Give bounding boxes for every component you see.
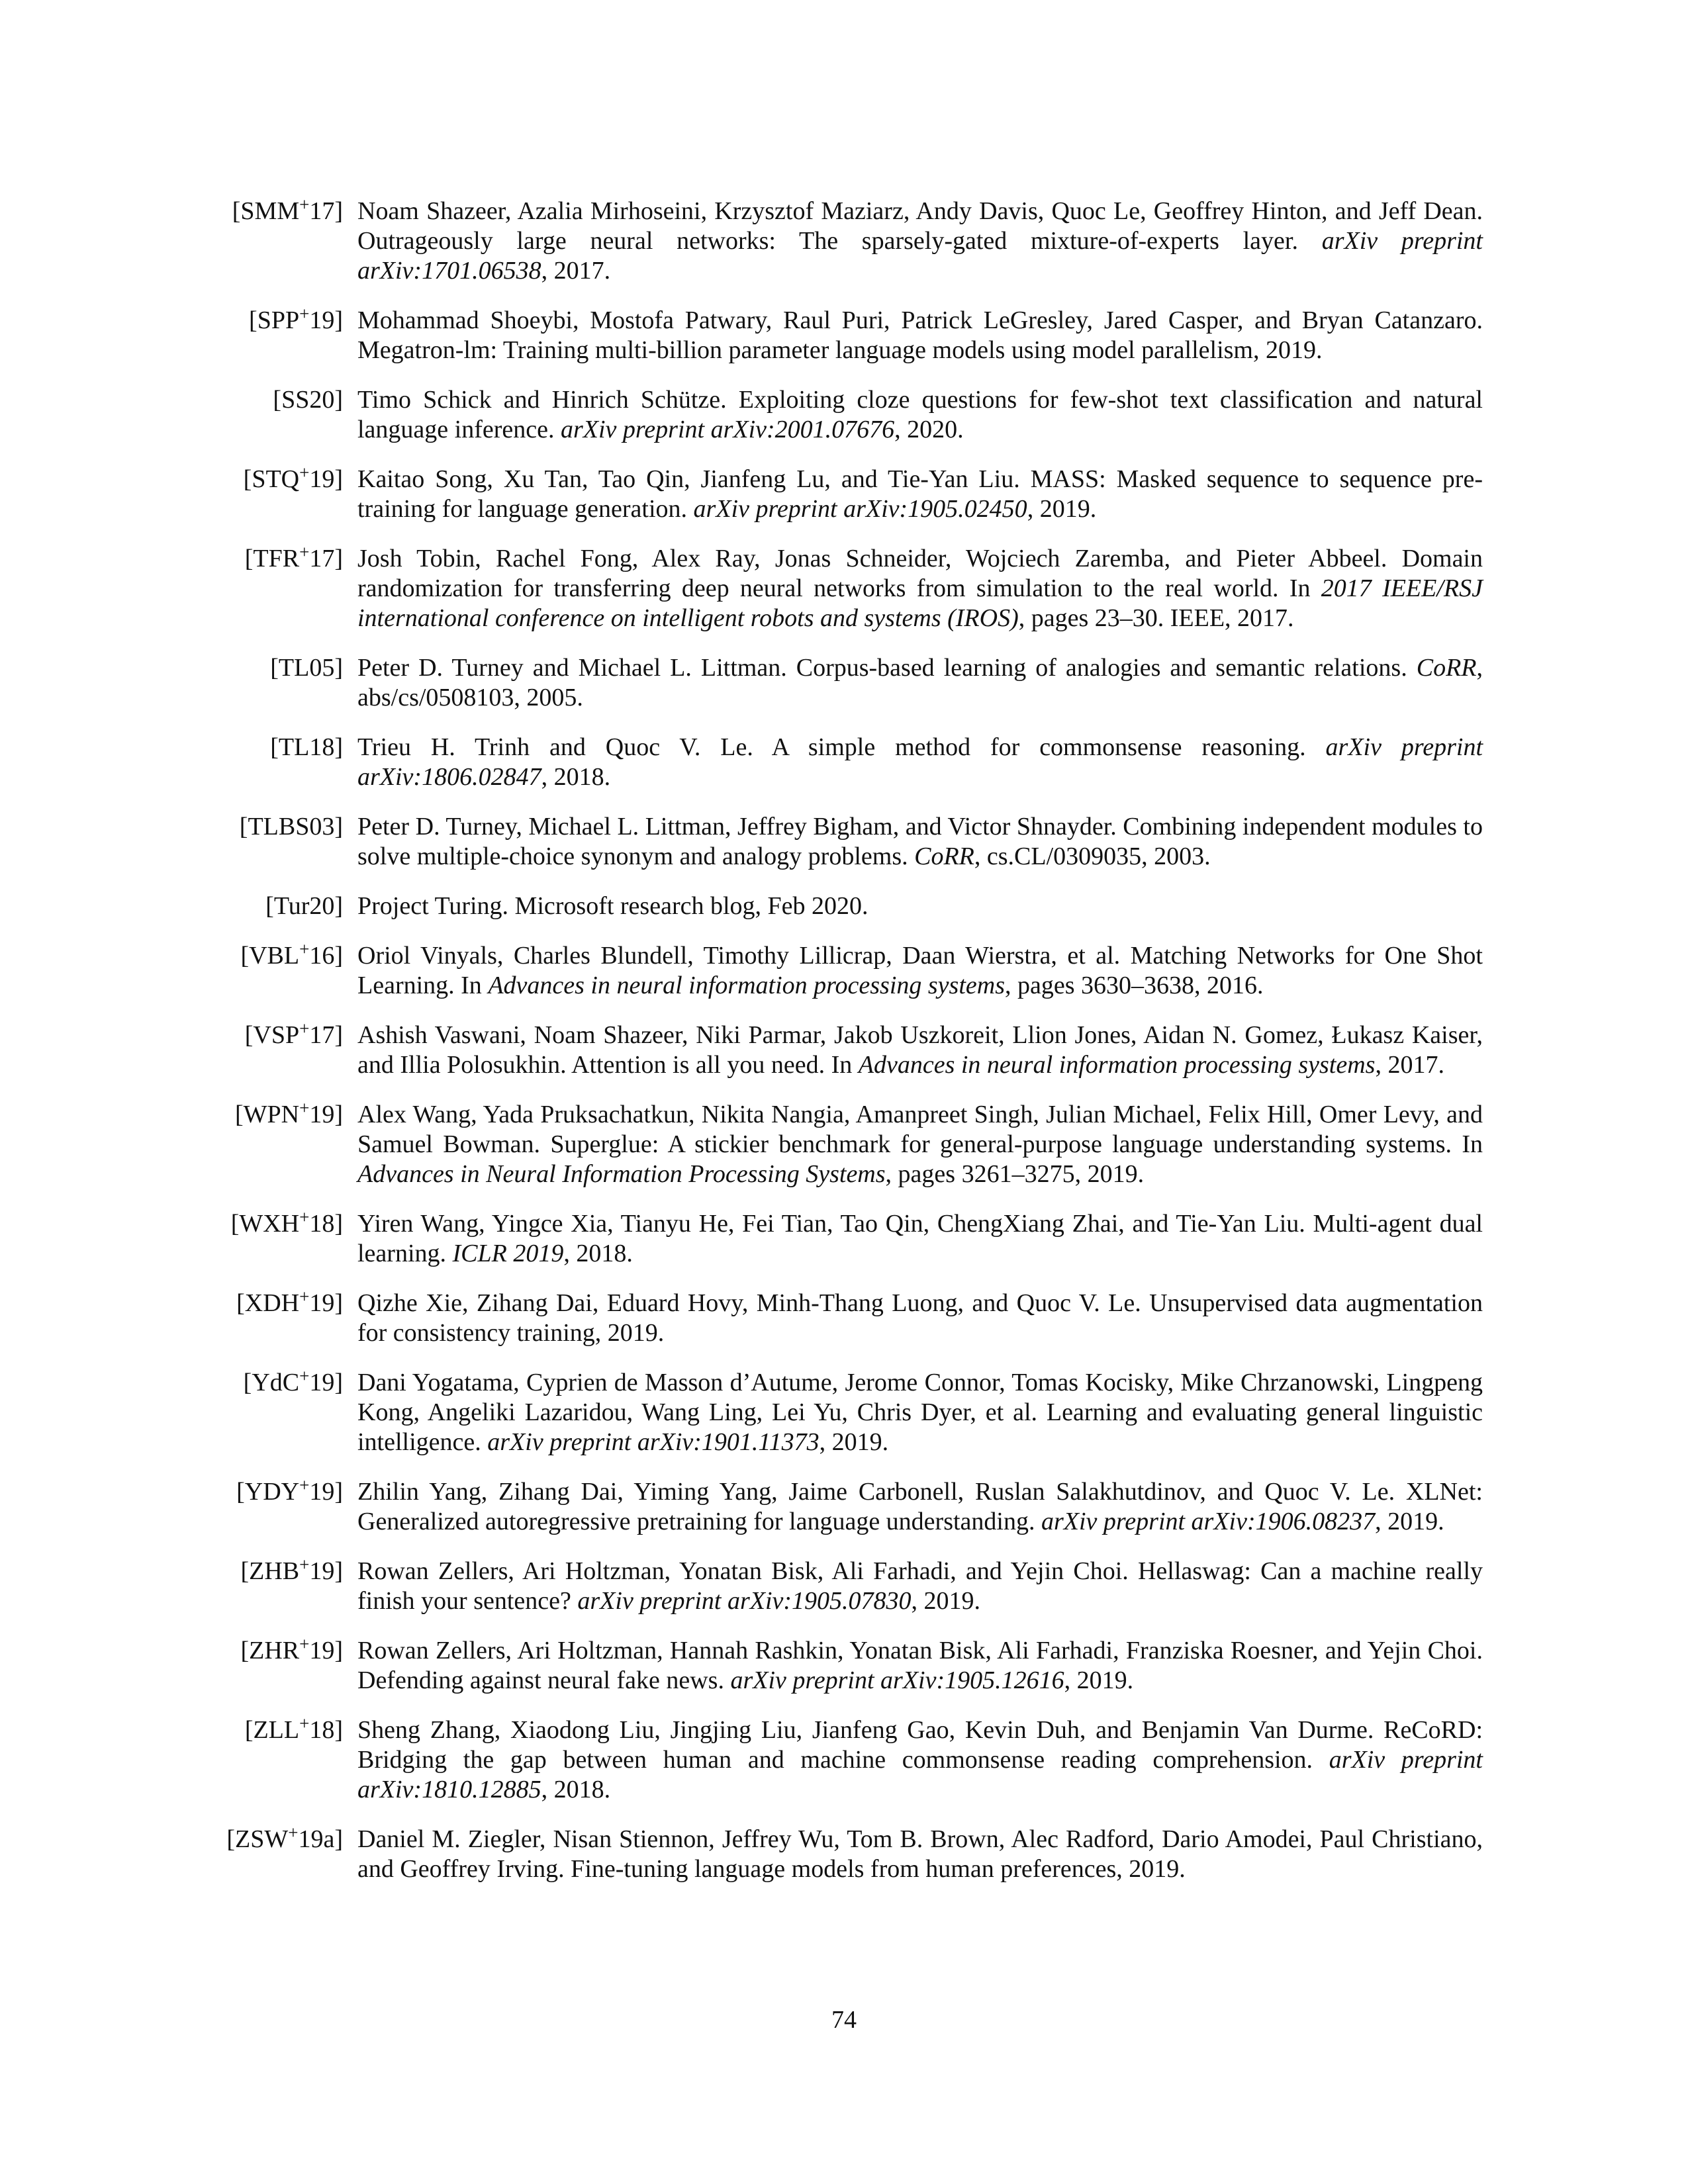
citation-key: [TL18] bbox=[270, 733, 343, 761]
citation-key: [SPP+19] bbox=[249, 304, 343, 334]
reference-text bbox=[357, 1716, 1483, 1803]
reference-text bbox=[357, 1478, 1483, 1535]
reference-venue: Advances in Neural Information Processing Systems bbox=[357, 1160, 886, 1188]
reference-entry bbox=[244, 1713, 1483, 1805]
citation-key: [ZSW+19a] bbox=[226, 1823, 343, 1853]
citation-key: [YDY+19] bbox=[236, 1475, 343, 1506]
citation-key: [Tur20] bbox=[265, 892, 343, 920]
reference-text bbox=[357, 1101, 1483, 1188]
reference-venue: arXiv preprint arXiv:1906.08237 bbox=[1041, 1508, 1376, 1535]
reference-segment: , cs.CL/0309035, 2003. bbox=[974, 842, 1211, 870]
reference-segment: , 2018. bbox=[541, 1776, 611, 1803]
reference-entry bbox=[240, 1555, 1483, 1616]
reference-segment: Dani Yogatama, Cyprien de Masson d’Autume, Jerome Connor, Tomas Kocisky, Mike Chrzanowski, Lingpeng Kong, Angeliki Lazaridou, Wang Ling, Lei Yu, Chris Dyer, et al. Learning and evaluating general linguistic intelligence. bbox=[357, 1369, 1483, 1456]
reference-venue: arXiv preprint arXiv:1806.02847 bbox=[357, 733, 1483, 791]
reference-text bbox=[357, 197, 1483, 285]
reference-text bbox=[357, 1021, 1483, 1079]
reference-entry bbox=[273, 385, 1483, 445]
reference-text bbox=[357, 1825, 1483, 1883]
reference-segment: Qizhe Xie, Zihang Dai, Eduard Hovy, Minh-Thang Luong, and Quoc V. Le. Unsupervised data augmentation for consistency training, 2019. bbox=[357, 1289, 1483, 1347]
citation-key: [TL05] bbox=[270, 654, 343, 682]
reference-segment: Peter D. Turney, Michael L. Littman, Jeffrey Bigham, and Victor Shnayder. Combining independent modules to solve multiple-choice synonym and analogy problems. bbox=[357, 813, 1483, 870]
citation-key: [TLBS03] bbox=[239, 813, 343, 841]
citation-key: [STQ+19] bbox=[243, 463, 343, 493]
citation-key: [VSP+17] bbox=[244, 1019, 343, 1049]
reference-segment: Trieu H. Trinh and Quoc V. Le. A simple method for commonsense reasoning. bbox=[357, 733, 1326, 761]
reference-text bbox=[357, 892, 868, 920]
reference-venue: Advances in neural information processing systems bbox=[488, 972, 1005, 999]
reference-segment: Mohammad Shoeybi, Mostofa Patwary, Raul Puri, Patrick LeGresley, Jared Casper, and Bryan Catanzaro. Megatron-lm: Training multi-billion parameter language models using model parallelism, 2019. bbox=[357, 306, 1483, 364]
reference-entry bbox=[232, 195, 1483, 286]
reference-segment: , 2018. bbox=[541, 763, 611, 791]
reference-venue: arXiv preprint arXiv:2001.07676 bbox=[561, 416, 895, 443]
reference-venue: Advances in neural information processing systems bbox=[858, 1051, 1376, 1079]
citation-key: [SMM+17] bbox=[232, 195, 343, 225]
reference-entry bbox=[244, 542, 1483, 633]
reference-text bbox=[357, 545, 1483, 632]
reference-segment: Kaitao Song, Xu Tan, Tao Qin, Jianfeng Lu, and Tie-Yan Liu. MASS: Masked sequence to sequence pre-training for language generation. bbox=[357, 465, 1483, 523]
reference-text bbox=[357, 386, 1483, 443]
reference-segment: , 2019. bbox=[911, 1587, 981, 1615]
citation-key: [TFR+17] bbox=[244, 542, 343, 572]
reference-venue: arXiv preprint arXiv:1701.06538 bbox=[357, 227, 1483, 285]
reference-segment: Ashish Vaswani, Noam Shazeer, Niki Parmar, Jakob Uszkoreit, Llion Jones, Aidan N. Gomez, Łukasz Kaiser, and Illia Polosukhin. Attention is all you need. In bbox=[357, 1021, 1483, 1079]
reference-segment: Oriol Vinyals, Charles Blundell, Timothy Lillicrap, Daan Wierstra, et al. Matching Networks for One Shot Learning. In bbox=[357, 942, 1483, 999]
reference-venue: arXiv preprint arXiv:1901.11373 bbox=[487, 1428, 820, 1456]
reference-segment: Zhilin Yang, Zihang Dai, Yiming Yang, Jaime Carbonell, Ruslan Salakhutdinov, and Quoc V. Le. XLNet: Generalized autoregressive pretraining for language understanding. bbox=[357, 1478, 1483, 1535]
citation-key: [ZHR+19] bbox=[240, 1634, 343, 1664]
reference-venue: CoRR bbox=[914, 842, 974, 870]
reference-segment: Rowan Zellers, Ari Holtzman, Hannah Rashkin, Yonatan Bisk, Ali Farhadi, Franziska Roesner, and Yejin Choi. Defending against neural fake news. bbox=[357, 1637, 1483, 1694]
reference-entry bbox=[249, 304, 1483, 365]
reference-text bbox=[357, 1637, 1483, 1694]
reference-segment: Sheng Zhang, Xiaodong Liu, Jingjing Liu, Jianfeng Gao, Kevin Duh, and Benjamin Van Durme. ReCoRD: Bridging the gap between human and machine commonsense reading comprehension. bbox=[357, 1716, 1483, 1774]
reference-entry bbox=[236, 1475, 1483, 1537]
reference-text bbox=[357, 1557, 1483, 1615]
reference-entry bbox=[235, 1098, 1483, 1189]
citation-key: [WPN+19] bbox=[235, 1098, 343, 1128]
reference-segment: Peter D. Turney and Michael L. Littman. Corpus-based learning of analogies and semantic relations. bbox=[357, 654, 1417, 682]
reference-venue: CoRR bbox=[1416, 654, 1477, 682]
reference-segment: , 2017. bbox=[541, 257, 611, 285]
reference-entry bbox=[270, 733, 1483, 792]
reference-text bbox=[357, 813, 1483, 870]
reference-entry bbox=[236, 1287, 1483, 1348]
reference-venue: arXiv preprint arXiv:1905.07830 bbox=[577, 1587, 912, 1615]
reference-segment: Rowan Zellers, Ari Holtzman, Yonatan Bisk, Ali Farhadi, and Yejin Choi. Hellaswag: Can a machine really finish your sentence? bbox=[357, 1557, 1483, 1615]
reference-segment: Alex Wang, Yada Pruksachatkun, Nikita Nangia, Amanpreet Singh, Julian Michael, Felix Hill, Omer Levy, and Samuel Bowman. Superglue: A stickier benchmark for general-purpose language understanding systems. In bbox=[357, 1101, 1483, 1158]
reference-entry bbox=[244, 1019, 1483, 1080]
reference-entry bbox=[239, 812, 1483, 872]
reference-text bbox=[357, 733, 1483, 791]
citation-key: [ZHB+19] bbox=[240, 1555, 343, 1585]
reference-segment: , 2019. bbox=[1375, 1508, 1444, 1535]
citation-key: [XDH+19] bbox=[236, 1287, 343, 1317]
reference-text bbox=[357, 1289, 1483, 1347]
reference-segment: , 2019. bbox=[1027, 495, 1097, 523]
reference-list bbox=[226, 195, 1483, 1904]
reference-segment: Daniel M. Ziegler, Nisan Stiennon, Jeffrey Wu, Tom B. Brown, Alec Radford, Dario Amodei, Paul Christiano, and Geoffrey Irving. Fine-tuning language models from human preferences, 2019. bbox=[357, 1825, 1483, 1883]
reference-entry bbox=[265, 891, 1483, 921]
reference-entry bbox=[243, 1366, 1483, 1457]
reference-segment: Noam Shazeer, Azalia Mirhoseini, Krzysztof Maziarz, Andy Davis, Quoc Le, Geoffrey Hinton, and Jeff Dean. Outrageously large neural networks: The sparsely-gated mixture-of-experts layer. bbox=[357, 197, 1483, 255]
reference-venue: arXiv preprint arXiv:1810.12885 bbox=[357, 1746, 1483, 1803]
reference-segment: Project Turing. Microsoft research blog, Feb 2020. bbox=[357, 892, 868, 920]
reference-segment: , 2020. bbox=[894, 416, 964, 443]
citation-key: [WXH+18] bbox=[230, 1207, 343, 1238]
reference-entry bbox=[243, 463, 1483, 524]
reference-entry bbox=[226, 1823, 1483, 1884]
reference-text bbox=[357, 306, 1483, 364]
reference-venue: arXiv preprint arXiv:1905.02450 bbox=[693, 495, 1027, 523]
reference-text bbox=[357, 1369, 1483, 1456]
reference-segment: , 2017. bbox=[1375, 1051, 1444, 1079]
reference-text bbox=[357, 942, 1483, 999]
reference-segment: , 2018. bbox=[563, 1240, 633, 1267]
reference-text bbox=[357, 654, 1483, 711]
reference-text bbox=[357, 465, 1483, 523]
page-number: 74 bbox=[831, 2006, 857, 2034]
reference-segment: Josh Tobin, Rachel Fong, Alex Ray, Jonas Schneider, Wojciech Zaremba, and Pieter Abbeel. Domain randomization for transferring deep neural networks from simulation to the real world. In bbox=[357, 545, 1483, 602]
reference-segment: , pages 3630–3638, 2016. bbox=[1004, 972, 1264, 999]
reference-segment: , pages 23–30. IEEE, 2017. bbox=[1018, 604, 1294, 632]
reference-segment: Yiren Wang, Yingce Xia, Tianyu He, Fei Tian, Tao Qin, ChengXiang Zhai, and Tie-Yan Liu. Multi-agent dual learning. bbox=[357, 1210, 1483, 1267]
reference-segment: , pages 3261–3275, 2019. bbox=[885, 1160, 1145, 1188]
citation-key: [ZLL+18] bbox=[244, 1713, 343, 1744]
citation-key: [VBL+16] bbox=[240, 939, 343, 970]
reference-venue: arXiv preprint arXiv:1905.12616 bbox=[730, 1666, 1064, 1694]
reference-entry bbox=[230, 1207, 1483, 1269]
reference-segment: , abs/cs/0508103, 2005. bbox=[357, 654, 1483, 711]
reference-text bbox=[357, 1210, 1483, 1267]
citation-key: [YdC+19] bbox=[243, 1366, 343, 1396]
reference-venue: ICLR 2019 bbox=[452, 1240, 564, 1267]
citation-key: [SS20] bbox=[273, 386, 343, 414]
reference-venue: 2017 IEEE/RSJ international conference on intelligent robots and systems (IROS) bbox=[357, 574, 1483, 632]
reference-entry bbox=[240, 939, 1483, 1001]
reference-segment: Timo Schick and Hinrich Schütze. Exploiting cloze questions for few-shot text classification and natural language inference. bbox=[357, 386, 1483, 443]
reference-entry bbox=[240, 1634, 1483, 1696]
reference-segment: , 2019. bbox=[819, 1428, 889, 1456]
reference-entry bbox=[270, 653, 1483, 713]
reference-segment: , 2019. bbox=[1064, 1666, 1134, 1694]
